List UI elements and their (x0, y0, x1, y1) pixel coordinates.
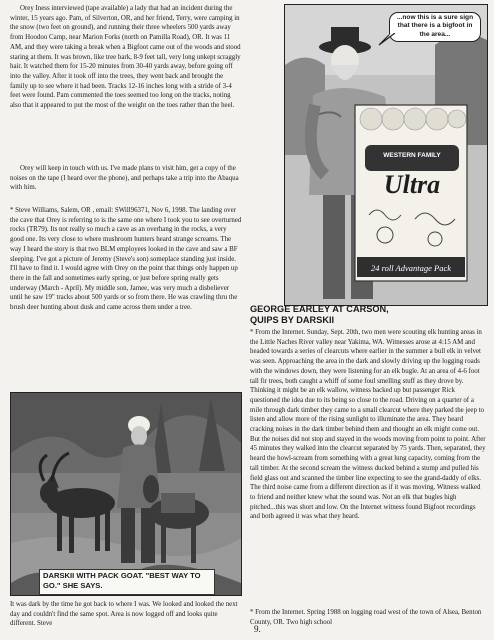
darskii-goat-photo (10, 392, 242, 596)
package-brand-text: WESTERN FAMILY (383, 152, 441, 159)
heading-line-1: GEORGE EARLEY AT CARSON, (250, 304, 389, 314)
right-column (250, 4, 486, 640)
speech-bubble-tail (377, 33, 397, 47)
orey-followup-paragraph: Orey will keep in touch with us. I've made plans to visit him, get a copy of the noises on the tape (I heard over the phone), and perhaps take a trip into the Abaqua with him. (10, 165, 239, 192)
steve-williams-paragraph: * Steve Williams, Salem, OR , email: SWill96371, Nov 6, 1998. The landing over the cave that Orey is referring to is the same one where I took you to see overturned rocks (TR79). Its not really so much a cave as an overhang in the rocks, a very good one. Its very close to where mushroom hunters heard strange screams. The way I heard the story is that two BLM employees looked in the cave and saw a BF sleeping. I've got a picture of Jeremy (Steve's son) someplace standing just inside. I'll have to find it. I would agree with Orey on the point that things only happen up there in the fall and sometimes early spring, or just before spring really gets underway (March - April). My middle son, Jamee, was very much a disbeliever until he saw 19" tracks about 500 yards or so from there. He was crawling thru the brush deer hunting about dusk and came across them under a tree. (10, 207, 242, 312)
package-tagline-text: 24 roll Advantage Pack (370, 263, 452, 273)
heading-line-2: QUIPS BY DARSKII (250, 314, 335, 325)
package-name-text: Ultra (383, 170, 441, 199)
orey-iness-paragraph: Orey Iness interviewed (tape available) a lady that had an incident during the winter, 15 years ago. Pam, of Silverton, OR, and her friend, Terry, were camping in the snow (two feet on ground), and running their three wheelers 500 yards away from Hoodoo Camp, near Marion Forks (north on Pamilla Road), OR. It was 11 AM, and they were taking a break when a Bigfoot came out of the woods and stood staring at them. It was brown, like tree bark, 8-9 feet tall, very long unkept scraggly hair. It watched them for 15-20 minutes from 30-40 yards away, before going off into the valley. After it took off into the trees, they went back and brought the family up to see where it had been. Tracks 12-16 inches long with a stride of 3-4 feet were found. Pam commented the toes seemed too long on the tracks, noting also that it appeared to put the most of the weight on the toes rather than the heel. (10, 5, 241, 110)
goat-photo-caption: DARSKII WITH PACK GOAT. "BEST WAY TO GO." SHE SAYS. (39, 569, 215, 595)
left-column (10, 4, 242, 640)
steve-continued-paragraph: It was dark by the time he got back to where I was. We looked and looked the next day and couldn't find the same spot. Area is now logged off and looks quite different. Steve (10, 601, 238, 628)
article-heading (250, 304, 486, 325)
internet-alsea-report-paragraph: * From the Internet. Spring 1988 on logging road west of the town of Alsea, Benton County, OR. Two high school (250, 609, 482, 626)
internet-elk-report-paragraph: * From the Internet. Sunday, Sept. 20th, two men were scouting elk hunting areas in the Little Naches River valley near Yakima, WA. Witnesses arose at 4:15 AM and headed towards a series of clearcuts where earlier in the summer a bull elk in velvet was seen. Approaching the area in the dark and slowly driving up the logging roads with the windows down, they were listening for an elk bugle. At an area of 4-6 foot tall fir trees, both caught a whiff of some foul smelling stuff as they drove by. Thinking it might be an elk wallow, witness backed up but passenger Rick questioned the idea due to its being so close to the road. Driving on a quarter of a mile through dark timber they came to a small clearcut where they parked the jeep to listen and allow more of the rising sunlight to illuminate the area. They heard cracking noises in the dark timber behind them and thought an elk might come out. But the noises did not stop and stayed in the woods moving from point to point. After 45 minutes they walked into the clearcut separated by 75 yards. Then, separated, they heard the howl-scream from something with a great lung capacity, coming from the tall timber. At the second scream the witness ducked behind a stump and pulled his field glass out and scanned the timber line expecting to see the grand-daddy of elks. The third noise came from a different direction as if it was moving. Witness walked to friend and neither knew what the sound was. Not an elk that bugles high pitched...this was short and low. On the Internet witness found Bigfoot recordings and both agreed it was what they heard. (250, 329, 486, 521)
page-number: 9. (254, 624, 261, 634)
goat-photo-image (11, 393, 241, 595)
man-with-toilet-paper-image (285, 5, 487, 305)
speech-bubble: ...now this is a sure sign that there is a bigfoot in the area... (389, 12, 481, 42)
george-earley-photo (284, 4, 488, 306)
